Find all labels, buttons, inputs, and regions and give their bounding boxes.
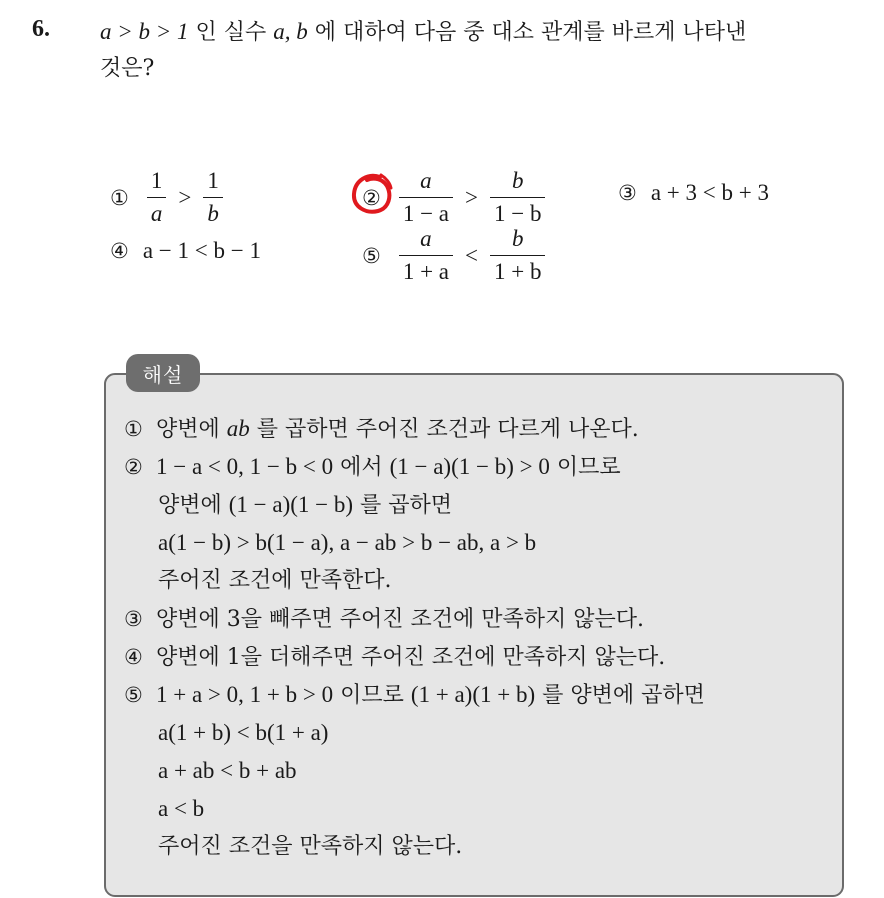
denominator: 1 − b	[490, 197, 545, 227]
relation: >	[178, 184, 192, 210]
question-fragment: 인 실수	[188, 20, 274, 45]
denominator: a	[147, 197, 167, 227]
solution-text: 양변에	[158, 493, 229, 518]
fraction	[490, 226, 545, 285]
solution-line	[124, 676, 834, 714]
solution-text: 에서	[333, 455, 390, 480]
numerator: 1	[207, 168, 219, 193]
numerator: b	[511, 226, 524, 251]
solution-text: 주어진 조건에 만족한다.	[158, 568, 392, 593]
relation: <	[465, 242, 478, 268]
numerator: a	[420, 168, 432, 193]
question-text	[100, 14, 870, 87]
solution-text: 를 곱하면 주어진 조건과 다르게 나온다.	[249, 417, 639, 442]
option-2[interactable]	[362, 168, 549, 227]
solution-line	[124, 562, 834, 600]
option-marker: ③	[618, 181, 637, 205]
solution-text: 양변에	[156, 417, 227, 442]
solution-math: 1 − a < 0, 1 − b < 0	[156, 454, 334, 479]
solution-math: 1 + a > 0, 1 + b > 0	[156, 682, 334, 707]
solution-line	[124, 828, 834, 866]
solution-text: 를 양변에 곱하면	[535, 683, 705, 708]
solution-text: 이므로	[333, 683, 411, 708]
solution-line	[124, 790, 834, 828]
solution-line	[124, 600, 834, 638]
solution-math: a < b	[158, 796, 205, 821]
option-1[interactable]	[110, 168, 227, 227]
solution-line	[124, 638, 834, 676]
option-marker: ④	[110, 239, 129, 263]
solution-text: 양변에 3을 빼주면 주어진 조건에 만족하지 않는다.	[156, 607, 644, 632]
numerator: a	[420, 226, 432, 251]
solution-text: 이므로	[549, 455, 621, 480]
solution-text: 양변에 1을 더해주면 주어진 조건에 만족하지 않는다.	[156, 645, 666, 670]
solution-math: (1 − a)(1 − b) > 0	[389, 454, 550, 479]
option-expression: a − 1 < b − 1	[142, 238, 261, 263]
question-number: 6.	[32, 16, 50, 42]
solution-math: (1 + a)(1 + b)	[410, 682, 536, 707]
solution-marker: ①	[124, 417, 143, 441]
solution-marker: ⑤	[124, 683, 143, 707]
option-marker: ⑤	[362, 243, 381, 268]
option-marker: ②	[362, 185, 381, 210]
option-expression: a + 3 < b + 3	[650, 180, 769, 205]
fraction	[399, 226, 453, 285]
solution-marker: ③	[124, 607, 143, 631]
question-line-1	[100, 14, 870, 51]
solution-math: ab	[226, 416, 250, 441]
numerator: 1	[150, 168, 163, 193]
solution-marker: ②	[124, 455, 143, 479]
solution-math: a(1 + b) < b(1 + a)	[158, 720, 329, 745]
question-line-2: 것은?	[100, 56, 155, 81]
option-3[interactable]	[618, 180, 769, 206]
denominator: 1 + a	[399, 255, 453, 285]
solution-line	[124, 752, 834, 790]
option-4[interactable]	[110, 238, 261, 264]
solution-text: 를 곱하면	[353, 493, 453, 518]
fraction	[490, 168, 545, 227]
denominator: b	[203, 197, 223, 227]
denominator: 1 − a	[399, 197, 453, 227]
solution-math: a(1 − b) > b(1 − a), a − ab > b − ab, a > b	[158, 530, 537, 555]
fraction	[203, 168, 223, 227]
solution-math: (1 − a)(1 − b)	[228, 492, 354, 517]
solution-body	[124, 410, 834, 866]
denominator: 1 + b	[490, 255, 545, 285]
fraction	[147, 168, 167, 227]
solution-math: a + ab < b + ab	[158, 758, 297, 783]
question-fragment: 에 대하여 다음 중 대소 관계를 바르게 나타낸	[307, 20, 747, 45]
option-marker: ①	[110, 185, 129, 210]
fraction	[399, 168, 453, 227]
solution-line	[124, 486, 834, 524]
option-5[interactable]	[362, 226, 549, 285]
variables: a, b	[273, 19, 308, 44]
solution-line	[124, 714, 834, 752]
solution-label: 해설	[126, 354, 200, 392]
solution-line	[124, 524, 834, 562]
numerator: b	[511, 168, 524, 193]
solution-line	[124, 410, 834, 448]
solution-text: 주어진 조건을 만족하지 않는다.	[158, 834, 463, 859]
solution-marker: ④	[124, 645, 143, 669]
condition: a > b > 1	[100, 19, 189, 44]
relation: >	[465, 184, 478, 210]
solution-line	[124, 448, 834, 486]
